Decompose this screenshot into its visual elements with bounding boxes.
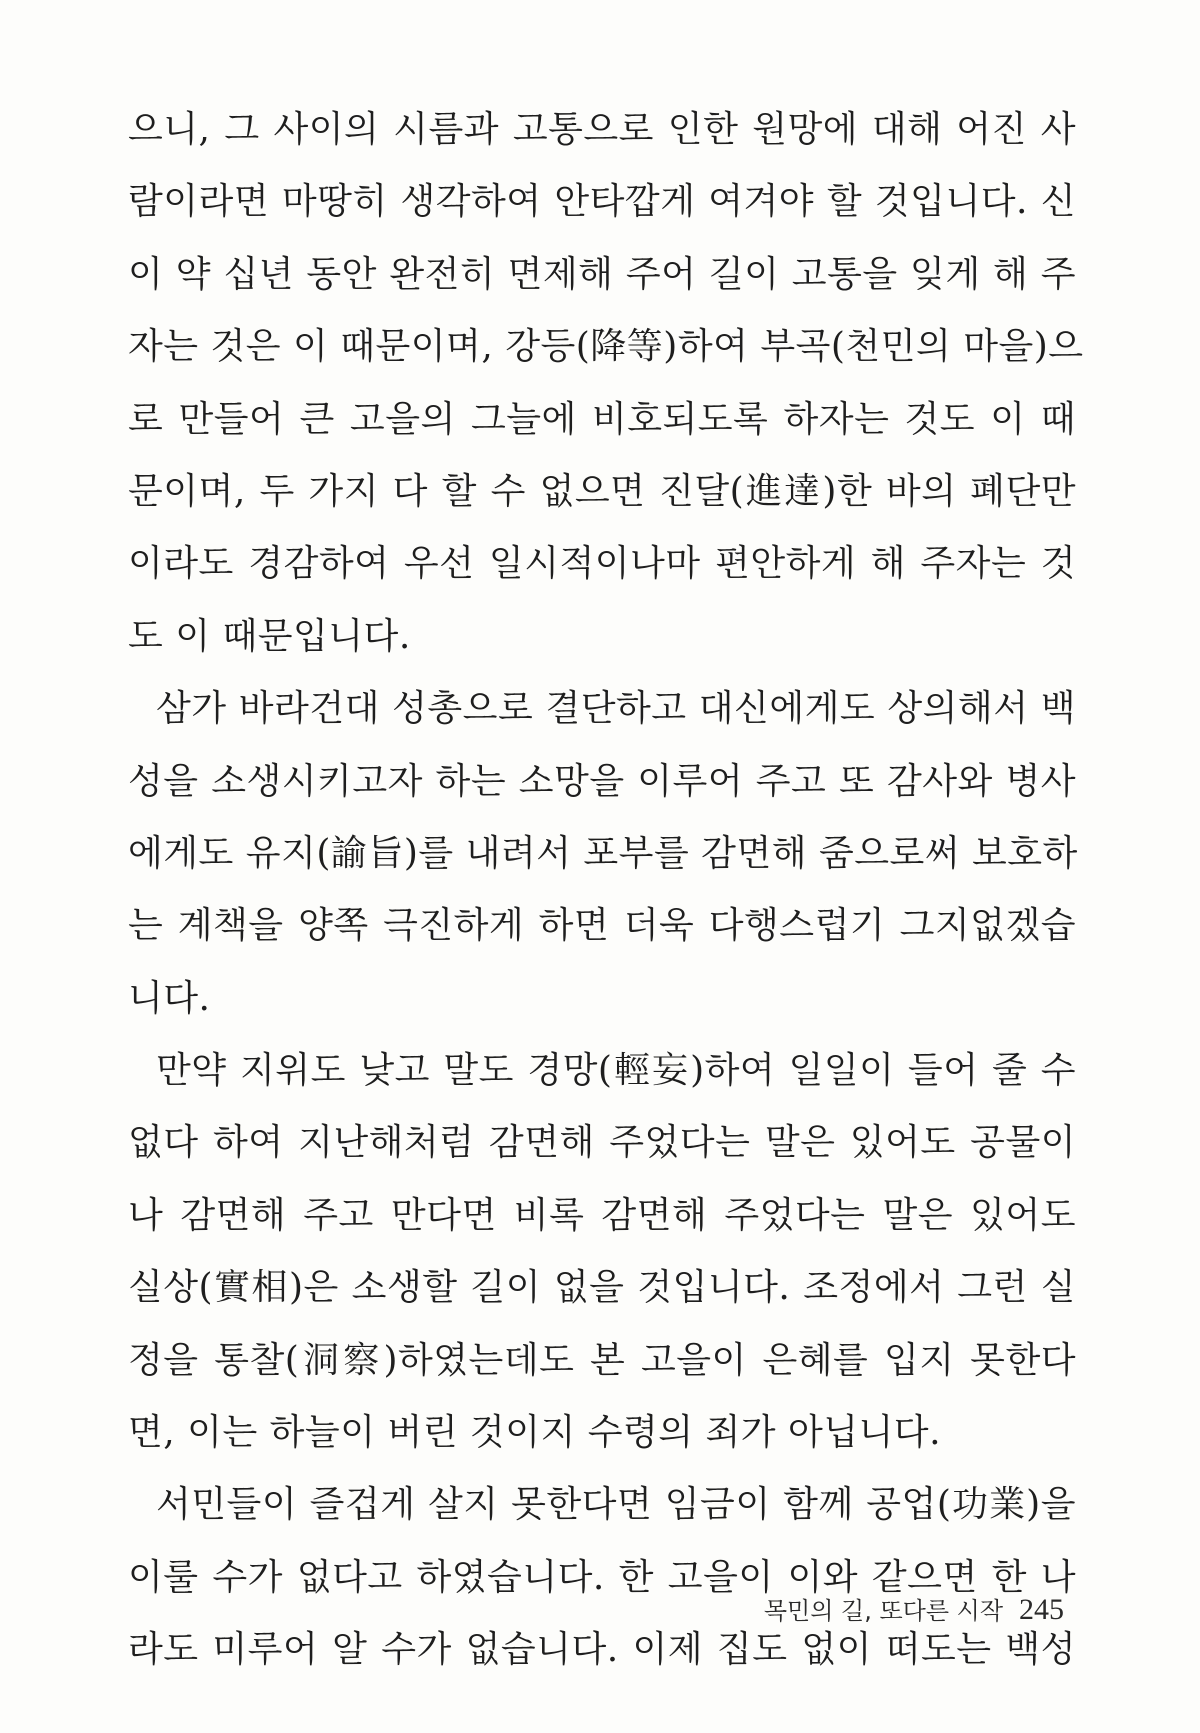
text-line: 없다 하여 지난해처럼 감면해 주었다는 말은 있어도 공물이 [128, 1122, 1076, 1164]
text-line: 실상(實相)은 소생할 길이 없을 것입니다. 조정에서 그런 실 [128, 1267, 1076, 1309]
text-line: 이라도 경감하여 우선 일시적이나마 편안하게 해 주자는 것 [128, 543, 1076, 585]
text-line: 에게도 유지(諭旨)를 내려서 포부를 감면해 줌으로써 보호하 [128, 832, 1078, 874]
text-line: 니다. [128, 977, 211, 1019]
text-line: 자는 것은 이 때문이며, 강등(降等)하여 부곡(천민의 마을)으 [128, 326, 1084, 368]
text-line: 이 약 십년 동안 완전히 면제해 주어 길이 고통을 잊게 해 주 [128, 253, 1076, 295]
text-line: 나 감면해 주고 만다면 비록 감면해 주었다는 말은 있어도 [128, 1194, 1076, 1236]
page-number: 245 [1019, 1593, 1064, 1626]
text-line: 문이며, 두 가지 다 할 수 없으면 진달(進達)한 바의 폐단만 [128, 470, 1076, 512]
text-line: 람이라면 마땅히 생각하여 안타깝게 여겨야 할 것입니다. 신 [128, 181, 1076, 223]
paragraph-first-line: 삼가 바라건대 성총으로 결단하고 대신에게도 상의해서 백 [156, 688, 1076, 730]
running-title: 목민의 길, 또다른 시작 [763, 1597, 1003, 1625]
text-line: 면, 이는 하늘이 버린 것이지 수령의 죄가 아닙니다. [128, 1412, 942, 1454]
text-line: 으니, 그 사이의 시름과 고통으로 인한 원망에 대해 어진 사 [128, 109, 1076, 150]
text-line: 는 계책을 양쪽 극진하게 하면 더욱 다행스럽기 그지없겠습 [128, 905, 1076, 947]
text-line: 정을 통찰(洞察)하였는데도 본 고을이 은혜를 입지 못한다 [128, 1339, 1076, 1381]
text-line: 성을 소생시키고자 하는 소망을 이루어 주고 또 감사와 병사 [128, 760, 1076, 802]
text-line: 도 이 때문입니다. [128, 615, 411, 657]
paragraph-first-line: 만약 지위도 낮고 말도 경망(輕妄)하여 일일이 들어 줄 수 [156, 1050, 1076, 1092]
page-footer [764, 1591, 1064, 1627]
text-line: 라도 미루어 알 수가 없습니다. 이제 집도 없이 떠도는 백성 [128, 1629, 1076, 1671]
paragraph-first-line: 서민들이 즐겁게 살지 못한다면 임금이 함께 공업(功業)을 [156, 1484, 1076, 1526]
text-line: 로 만들어 큰 고을의 그늘에 비호되도록 하자는 것도 이 때 [128, 398, 1076, 440]
text-line: 이룰 수가 없다고 하였습니다. 한 고을이 이와 같으면 한 나 [128, 1556, 1076, 1598]
body-text [128, 94, 1084, 1687]
